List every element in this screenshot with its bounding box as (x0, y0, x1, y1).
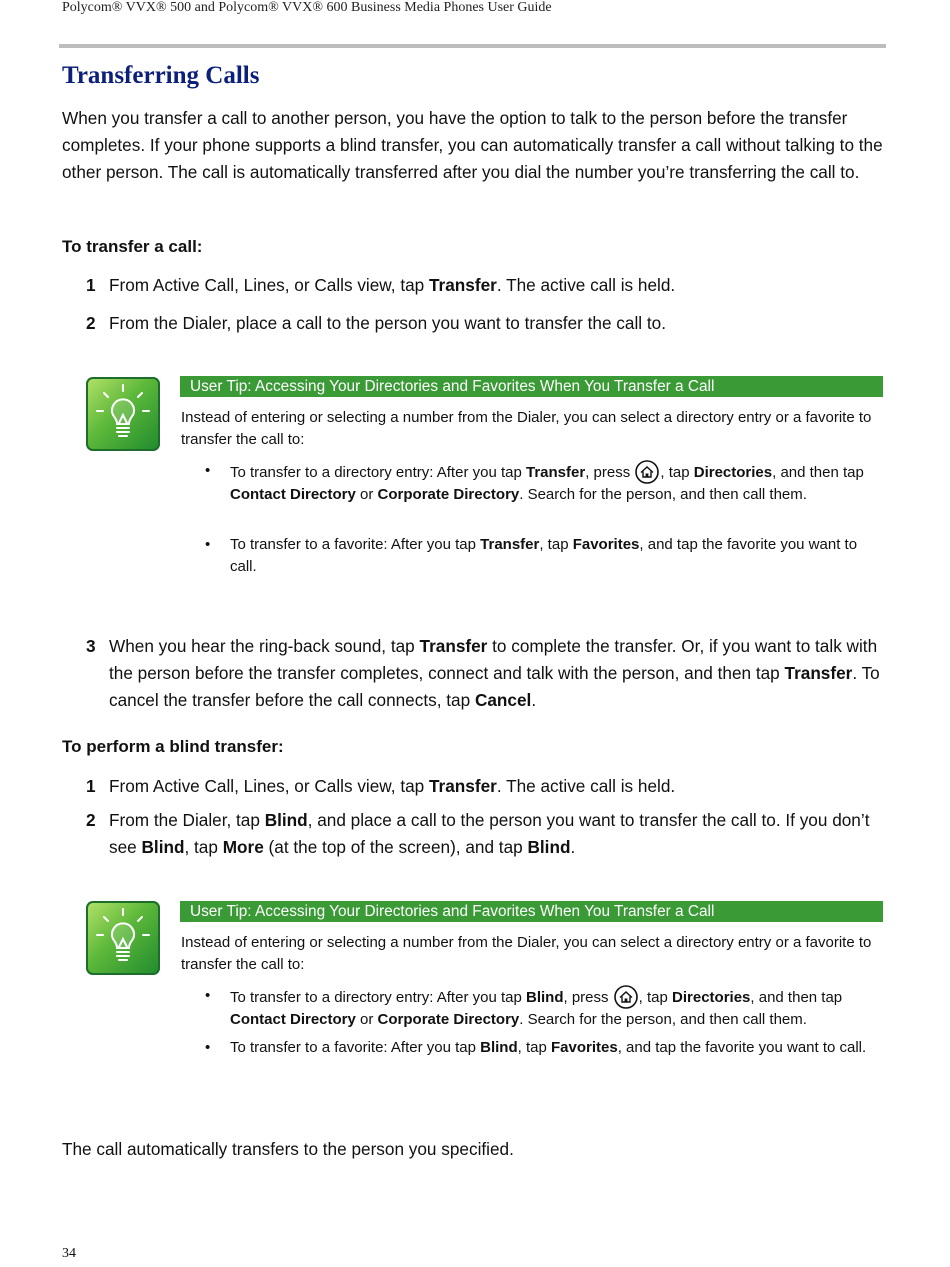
step-text: When you hear the ring-back sound, tap Transfer to complete the transfer. Or, if you want to talk with the person before the transfer completes, connect and talk with the person, and then tap Transfer. To cancel the transfer before the call connects, tap Cancel. (109, 636, 880, 710)
step-text: From the Dialer, tap Blind, and place a call to the person you want to transfer the call to. If you don’t see Blind, tap More (at the top of the screen), and tap Blind. (109, 810, 870, 857)
bullet-dot: • (205, 462, 211, 479)
page-number: 34 (62, 1246, 76, 1261)
procedure-heading-transfer: To transfer a call: (62, 237, 203, 256)
procedure-heading-blind-transfer: To perform a blind transfer: (62, 737, 284, 756)
lightbulb-icon (86, 377, 160, 451)
user-tip-title: User Tip: Accessing Your Directories and Favorites When You Transfer a Call (180, 376, 883, 397)
intro-paragraph: When you transfer a call to another person, you have the option to talk to the person before the transfer completes. If your phone supports a blind transfer, you can automatically transfer a call without talking to the other person. The call is automatically transferred after you dial the number you’re transferring the call to. (62, 108, 883, 182)
user-tip-body: Instead of entering or selecting a number from the Dialer, you can select a directory entry or a favorite to transfer the call to: (181, 934, 872, 973)
bullet-text: To transfer to a favorite: After you tap Transfer, tap Favorites, and tap the favorite you want to call. (230, 536, 858, 575)
step-item (86, 807, 886, 861)
lightbulb-icon (86, 901, 160, 975)
bullet-dot: • (205, 987, 211, 1004)
bullet-text: To transfer to a favorite: After you tap Blind, tap Favorites, and tap the favorite you want to call. (230, 1039, 867, 1056)
step-number: 1 (86, 776, 96, 796)
step-number: 1 (86, 275, 96, 295)
tip-bullet-item (205, 460, 875, 506)
bullet-dot: • (205, 536, 211, 553)
home-icon (614, 985, 638, 1009)
tip-bullet-item (205, 1037, 875, 1059)
bullet-dot: • (205, 1039, 211, 1056)
closing-paragraph: The call automatically transfers to the person you specified. (62, 1139, 514, 1159)
bullet-text: To transfer to a directory entry: After you tap Blind, press , tap Directories, and then tap Contact Directory or Corporate Directory. Search for the person, and then call them. (230, 985, 875, 1031)
tip-bullet-item (205, 534, 875, 578)
page-title: Transferring Calls (62, 62, 260, 89)
step-number: 2 (86, 313, 96, 333)
running-header: Polycom® VVX® 500 and Polycom® VVX® 600 Business Media Phones User Guide (62, 0, 552, 15)
step-number: 3 (86, 636, 96, 656)
bullet-text: To transfer to a directory entry: After you tap Transfer, press , tap Directories, and then tap Contact Directory or Corporate Directory. Search for the person, and then call them. (230, 460, 875, 506)
tip-bullet-item (205, 985, 875, 1031)
step-text: From the Dialer, place a call to the person you want to transfer the call to. (109, 313, 666, 333)
step-item (86, 633, 886, 714)
step-text: From Active Call, Lines, or Calls view, tap Transfer. The active call is held. (109, 275, 676, 295)
header-divider (59, 44, 886, 48)
user-tip-body: Instead of entering or selecting a number from the Dialer, you can select a directory entry or a favorite to transfer the call to: (181, 409, 872, 448)
user-tip-title: User Tip: Accessing Your Directories and Favorites When You Transfer a Call (180, 901, 883, 922)
step-number: 2 (86, 810, 96, 830)
step-item (86, 773, 886, 800)
step-item (86, 310, 886, 337)
step-item (86, 272, 886, 299)
home-icon (635, 460, 659, 484)
step-text: From Active Call, Lines, or Calls view, tap Transfer. The active call is held. (109, 776, 676, 796)
